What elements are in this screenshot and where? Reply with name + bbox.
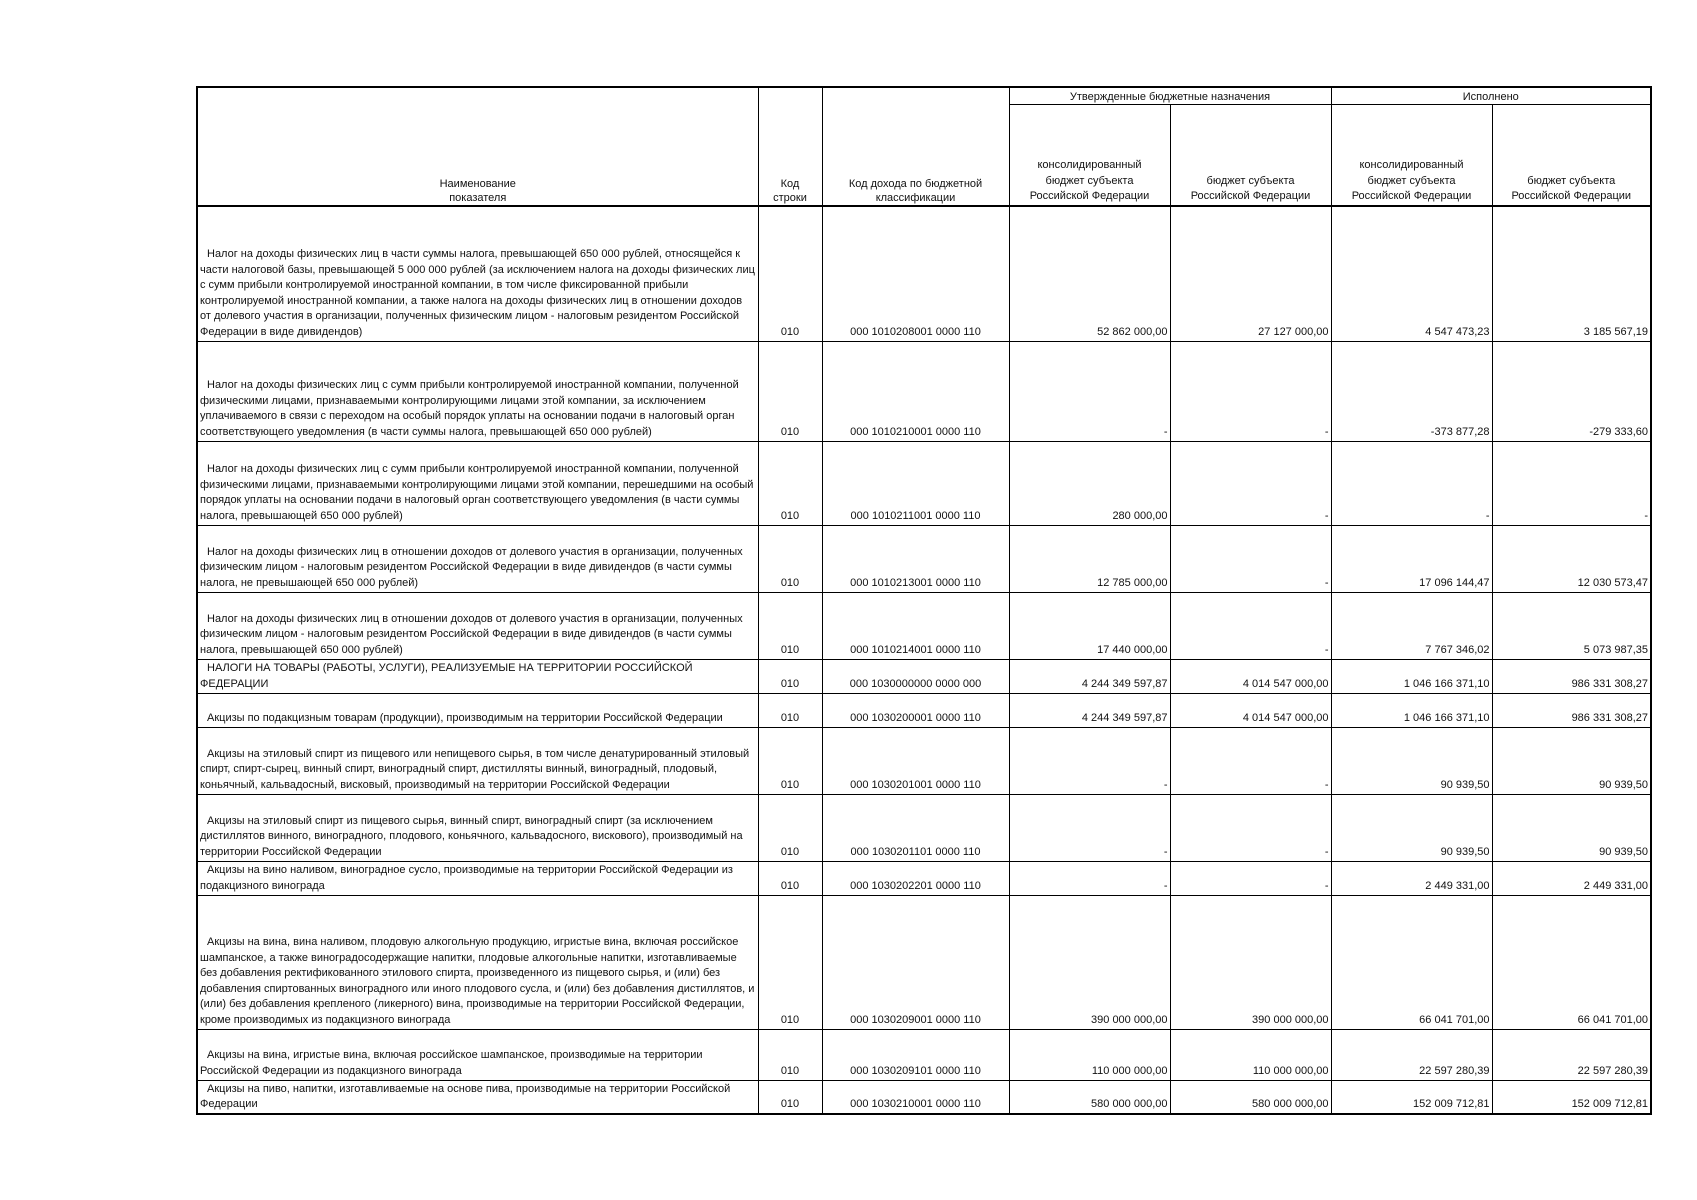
row-bk: 000 1030209001 0000 110 bbox=[822, 895, 1009, 1029]
row-approved-subject: 4 014 547 000,00 bbox=[1170, 693, 1331, 727]
row-executed-subject: 986 331 308,27 bbox=[1492, 693, 1651, 727]
row-executed-consolidated: 1 046 166 371,10 bbox=[1331, 659, 1492, 693]
row-bk: 000 1030201001 0000 110 bbox=[822, 727, 1009, 794]
row-approved-subject: 4 014 547 000,00 bbox=[1170, 659, 1331, 693]
row-approved-consolidated: - bbox=[1009, 794, 1170, 861]
row-bk: 000 1010208001 0000 110 bbox=[822, 206, 1009, 341]
row-approved-consolidated: 390 000 000,00 bbox=[1009, 895, 1170, 1029]
row-executed-consolidated: 22 597 280,39 bbox=[1331, 1029, 1492, 1080]
table-row bbox=[197, 592, 1651, 659]
header-code: Код строки bbox=[758, 87, 822, 206]
row-bk: 000 1030000000 0000 000 bbox=[822, 659, 1009, 693]
row-bk: 000 1030209101 0000 110 bbox=[822, 1029, 1009, 1080]
table-row bbox=[197, 525, 1651, 592]
row-code: 010 bbox=[758, 206, 822, 341]
row-bk: 000 1030201101 0000 110 bbox=[822, 794, 1009, 861]
table-row bbox=[197, 659, 1651, 693]
row-code: 010 bbox=[758, 861, 822, 895]
row-executed-subject: 90 939,50 bbox=[1492, 727, 1651, 794]
row-approved-subject: - bbox=[1170, 341, 1331, 441]
row-approved-consolidated: 580 000 000,00 bbox=[1009, 1080, 1170, 1114]
row-executed-subject: -279 333,60 bbox=[1492, 341, 1651, 441]
row-name: Акцизы на вино наливом, виноградное сусло, производимые на территории Российской Федерации из подакцизного винограда bbox=[197, 861, 758, 895]
row-executed-subject: 152 009 712,81 bbox=[1492, 1080, 1651, 1114]
table-row bbox=[197, 794, 1651, 861]
row-name: Акцизы на вина, вина наливом, плодовую алкогольную продукцию, игристые вина, включая российское шампанское, а также виноградосодержащие напитки, плодовые алкогольные напитки, изготавливаемые без добавления ректификованного этилового спирта, произведенного из пищевого сырья, и (или) без добавления спиртованных виноградного или иного плодового сусла, и (или) без добавления дистиллятов, и (или) без добавления крепленого (ликерного) вина, производимые на территории Российской Федерации, кроме производимых из подакцизного винограда bbox=[197, 895, 758, 1029]
row-bk: 000 1010213001 0000 110 bbox=[822, 525, 1009, 592]
row-executed-subject: 5 073 987,35 bbox=[1492, 592, 1651, 659]
table-row bbox=[197, 341, 1651, 441]
row-approved-subject: - bbox=[1170, 592, 1331, 659]
row-executed-consolidated: 90 939,50 bbox=[1331, 794, 1492, 861]
table-row bbox=[197, 693, 1651, 727]
row-approved-consolidated: 17 440 000,00 bbox=[1009, 592, 1170, 659]
row-code: 010 bbox=[758, 693, 822, 727]
row-bk: 000 1010211001 0000 110 bbox=[822, 441, 1009, 525]
row-name: Акцизы на пиво, напитки, изготавливаемые на основе пива, производимые на территории Российской Федерации bbox=[197, 1080, 758, 1114]
table-row bbox=[197, 206, 1651, 341]
row-bk: 000 1030202201 0000 110 bbox=[822, 861, 1009, 895]
row-name: Акцизы на этиловый спирт из пищевого или непищевого сырья, в том числе денатурированный этиловый спирт, спирт-сырец, винный спирт, виноградный спирт, дистилляты винный, виноградный, плодовый, коньячный, кальвадосный, висковый, производимый на территории Российской Федерации bbox=[197, 727, 758, 794]
row-executed-subject: 986 331 308,27 bbox=[1492, 659, 1651, 693]
row-approved-subject: 580 000 000,00 bbox=[1170, 1080, 1331, 1114]
header-executed-consolidated: консолидированный бюджет субъекта Российской Федерации bbox=[1331, 105, 1492, 207]
row-approved-consolidated: 4 244 349 597,87 bbox=[1009, 659, 1170, 693]
row-approved-subject: - bbox=[1170, 727, 1331, 794]
row-code: 010 bbox=[758, 727, 822, 794]
row-approved-consolidated: 280 000,00 bbox=[1009, 441, 1170, 525]
row-code: 010 bbox=[758, 441, 822, 525]
row-approved-consolidated: 12 785 000,00 bbox=[1009, 525, 1170, 592]
row-approved-consolidated: - bbox=[1009, 727, 1170, 794]
row-approved-consolidated: 52 862 000,00 bbox=[1009, 206, 1170, 341]
row-approved-subject: - bbox=[1170, 794, 1331, 861]
row-name: Акцизы на этиловый спирт из пищевого сырья, винный спирт, виноградный спирт (за исключением дистиллятов винного, виноградного, плодового, коньячного, кальвадосного, вискового), производимый на территории Российской Федерации bbox=[197, 794, 758, 861]
row-name: Налог на доходы физических лиц с сумм прибыли контролируемой иностранной компании, полученной физическими лицами, признаваемыми контролирующими лицами этой компании, за исключением уплачиваемого в связи с переходом на особый порядок уплаты на основании подачи в налоговый орган соответствующего уведомления (в части суммы налога, превышающей 650 000 рублей) bbox=[197, 341, 758, 441]
row-executed-subject: 3 185 567,19 bbox=[1492, 206, 1651, 341]
header-name: Наименование показателя bbox=[197, 87, 758, 206]
header-executed-subject: бюджет субъекта Российской Федерации bbox=[1492, 105, 1651, 207]
row-executed-subject: 66 041 701,00 bbox=[1492, 895, 1651, 1029]
row-name: Акцизы на вина, игристые вина, включая российское шампанское, производимые на территории Российской Федерации из подакцизного винограда bbox=[197, 1029, 758, 1080]
row-approved-consolidated: 110 000 000,00 bbox=[1009, 1029, 1170, 1080]
row-approved-consolidated: - bbox=[1009, 341, 1170, 441]
row-name: Налог на доходы физических лиц с сумм прибыли контролируемой иностранной компании, полученной физическими лицами, признаваемыми контролирующими лицами этой компании, перешедшими на особый порядок уплаты на основании подачи в налоговый орган соответствующего уведомления (в части суммы налога, превышающей 650 000 рублей) bbox=[197, 441, 758, 525]
header-group-executed: Исполнено bbox=[1331, 87, 1651, 105]
row-bk: 000 1030200001 0000 110 bbox=[822, 693, 1009, 727]
table-row bbox=[197, 1029, 1651, 1080]
row-executed-consolidated: 2 449 331,00 bbox=[1331, 861, 1492, 895]
row-bk: 000 1030210001 0000 110 bbox=[822, 1080, 1009, 1114]
budget-execution-table bbox=[196, 86, 1652, 1115]
row-executed-subject: 2 449 331,00 bbox=[1492, 861, 1651, 895]
row-approved-subject: - bbox=[1170, 861, 1331, 895]
row-executed-subject: 22 597 280,39 bbox=[1492, 1029, 1651, 1080]
row-approved-consolidated: 4 244 349 597,87 bbox=[1009, 693, 1170, 727]
row-executed-consolidated: 4 547 473,23 bbox=[1331, 206, 1492, 341]
row-approved-subject: - bbox=[1170, 441, 1331, 525]
row-executed-consolidated: 90 939,50 bbox=[1331, 727, 1492, 794]
table-row bbox=[197, 441, 1651, 525]
table-header bbox=[197, 87, 1651, 206]
row-name: Налог на доходы физических лиц в отношении доходов от долевого участия в организации, полученных физическим лицом - налоговым резидентом Российской Федерации в виде дивидендов (в части суммы налога, превышающей 650 000 рублей) bbox=[197, 592, 758, 659]
table-row bbox=[197, 727, 1651, 794]
header-approved-consolidated: консолидированный бюджет субъекта Российской Федерации bbox=[1009, 105, 1170, 207]
row-executed-consolidated: 152 009 712,81 bbox=[1331, 1080, 1492, 1114]
header-bk: Код дохода по бюджетной классификации bbox=[822, 87, 1009, 206]
row-executed-consolidated: 1 046 166 371,10 bbox=[1331, 693, 1492, 727]
row-code: 010 bbox=[758, 592, 822, 659]
row-executed-consolidated: 66 041 701,00 bbox=[1331, 895, 1492, 1029]
row-code: 010 bbox=[758, 659, 822, 693]
header-group-approved: Утвержденные бюджетные назначения bbox=[1009, 87, 1331, 105]
row-executed-consolidated: - bbox=[1331, 441, 1492, 525]
row-approved-subject: 27 127 000,00 bbox=[1170, 206, 1331, 341]
row-approved-subject: 110 000 000,00 bbox=[1170, 1029, 1331, 1080]
row-code: 010 bbox=[758, 1080, 822, 1114]
row-bk: 000 1010214001 0000 110 bbox=[822, 592, 1009, 659]
row-executed-subject: 90 939,50 bbox=[1492, 794, 1651, 861]
row-name: Налог на доходы физических лиц в части суммы налога, превышающей 650 000 рублей, относящейся к части налоговой базы, превышающей 5 000 000 рублей (за исключением налога на доходы физических лиц с сумм прибыли контролируемой иностранной компании, в том числе фиксированной прибыли контролируемой иностранной компании, а также налога на доходы физических лиц в отношении доходов от долевого участия в организации, полученных физическим лицом - налоговым резидентом Российской Федерации в виде дивидендов) bbox=[197, 206, 758, 341]
row-bk: 000 1010210001 0000 110 bbox=[822, 341, 1009, 441]
row-code: 010 bbox=[758, 1029, 822, 1080]
table-row bbox=[197, 1080, 1651, 1114]
header-approved-subject: бюджет субъекта Российской Федерации bbox=[1170, 105, 1331, 207]
row-name: Налог на доходы физических лиц в отношении доходов от долевого участия в организации, полученных физическим лицом - налоговым резидентом Российской Федерации в виде дивидендов (в части суммы налога, не превышающей 650 000 рублей) bbox=[197, 525, 758, 592]
row-approved-consolidated: - bbox=[1009, 861, 1170, 895]
row-name: Акцизы по подакцизным товарам (продукции), производимым на территории Российской Федерации bbox=[197, 693, 758, 727]
row-approved-subject: - bbox=[1170, 525, 1331, 592]
row-code: 010 bbox=[758, 794, 822, 861]
row-executed-consolidated: -373 877,28 bbox=[1331, 341, 1492, 441]
row-executed-consolidated: 7 767 346,02 bbox=[1331, 592, 1492, 659]
row-code: 010 bbox=[758, 341, 822, 441]
row-executed-subject: - bbox=[1492, 441, 1651, 525]
row-approved-subject: 390 000 000,00 bbox=[1170, 895, 1331, 1029]
row-executed-consolidated: 17 096 144,47 bbox=[1331, 525, 1492, 592]
row-executed-subject: 12 030 573,47 bbox=[1492, 525, 1651, 592]
row-code: 010 bbox=[758, 525, 822, 592]
row-name: НАЛОГИ НА ТОВАРЫ (РАБОТЫ, УСЛУГИ), РЕАЛИЗУЕМЫЕ НА ТЕРРИТОРИИ РОССИЙСКОЙ ФЕДЕРАЦИИ bbox=[197, 659, 758, 693]
table-body bbox=[197, 206, 1651, 1114]
row-code: 010 bbox=[758, 895, 822, 1029]
table-row bbox=[197, 895, 1651, 1029]
table-row bbox=[197, 861, 1651, 895]
